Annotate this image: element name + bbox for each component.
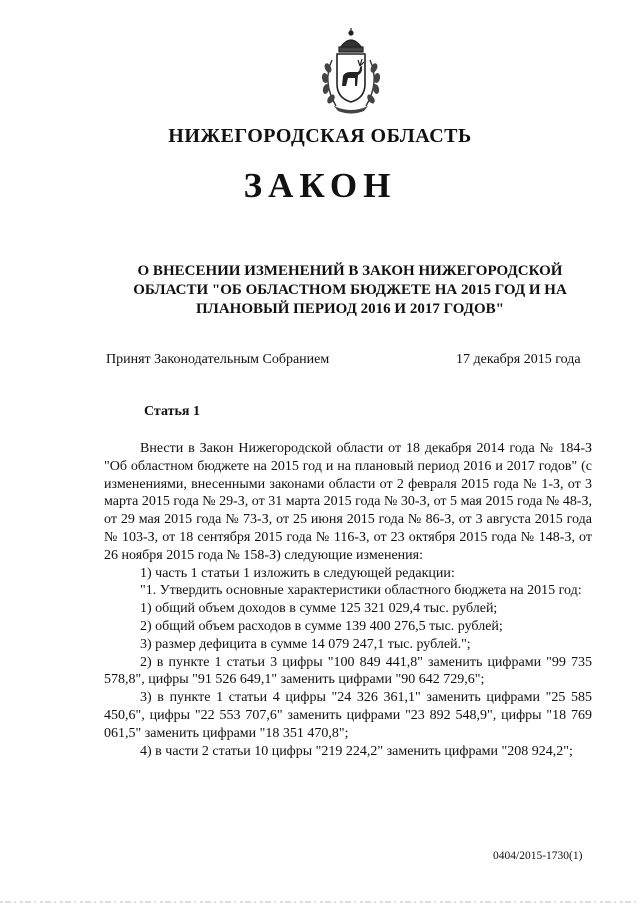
article-paragraph: 2) в пункте 1 статьи 3 цифры "100 849 441,8" заменить цифрами "99 735 578,8", цифры "91 526 649,1" заменить цифрами "90 642 729,6"; xyxy=(104,654,592,688)
article-body xyxy=(104,440,592,760)
article-paragraph: 3) в пункте 1 статьи 4 цифры "24 326 361,1" заменить цифрами "25 585 450,6", цифры "22 553 707,6" заменить цифрами "23 892 548,9", цифры "18 769 061,5" заменить цифрами "18 351 470,8"; xyxy=(104,690,592,741)
scan-edge-artifact xyxy=(0,898,640,905)
law-title-line: О ВНЕСЕНИИ ИЗМЕНЕНИЙ В ЗАКОН НИЖЕГОРОДСКОЙ xyxy=(137,263,563,279)
article-paragraph: 2) общий объем расходов в сумме 139 400 276,5 тыс. рублей; xyxy=(140,618,503,634)
article-paragraph: 4) в части 2 статьи 10 цифры "219 224,2" заменить цифрами "208 924,2"; xyxy=(140,743,573,759)
law-title-line: ПЛАНОВЫЙ ПЕРИОД 2016 И 2017 ГОДОВ" xyxy=(196,301,504,317)
article-paragraph: Внести в Закон Нижегородской области от 18 декабря 2014 года № 184-З "Об областном бюджете на 2015 год и на плановый период 2016 и 2017 годов" (с изменениями, внесенными законами области от 2 февраля 2015 года № 1-З, от 3 марта 2015 года № 29-З, от 31 марта 2015 года № 30-З, от 5 мая 2015 года № 48-З, от 29 мая 2015 года № 73-З, от 25 июня 2015 года № 86-З, от 3 августа 2015 года № 103-З, от 18 сентября 2015 года № 116-З, от 23 октября 2015 года № 148-З, от 26 ноября 2015 года № 158-З) следующие изменения: xyxy=(104,441,592,563)
adoption-body: Принят Законодательным Собранием xyxy=(106,352,330,367)
article-paragraph: "1. Утвердить основные характеристики областного бюджета на 2015 год: xyxy=(140,583,582,599)
article-paragraph: 3) размер дефицита в сумме 14 079 247,1 тыс. рублей."; xyxy=(140,636,471,652)
adoption-date: 17 декабря 2015 года xyxy=(456,352,581,367)
law-title xyxy=(100,262,600,319)
article-heading: Статья 1 xyxy=(144,404,200,419)
region-title: НИЖЕГОРОДСКАЯ ОБЛАСТЬ xyxy=(168,125,472,147)
coat-of-arms-icon xyxy=(318,26,384,116)
article-paragraph: 1) общий объем доходов в сумме 125 321 029,4 тыс. рублей; xyxy=(140,601,498,617)
document-type-heading: ЗАКОН xyxy=(243,166,397,205)
document-number: 0404/2015-1730(1) xyxy=(493,850,583,862)
article-paragraph: 1) часть 1 статьи 1 изложить в следующей редакции: xyxy=(140,565,455,581)
law-title-line: ОБЛАСТИ "ОБ ОБЛАСТНОМ БЮДЖЕТЕ НА 2015 ГОД И НА xyxy=(133,282,567,298)
